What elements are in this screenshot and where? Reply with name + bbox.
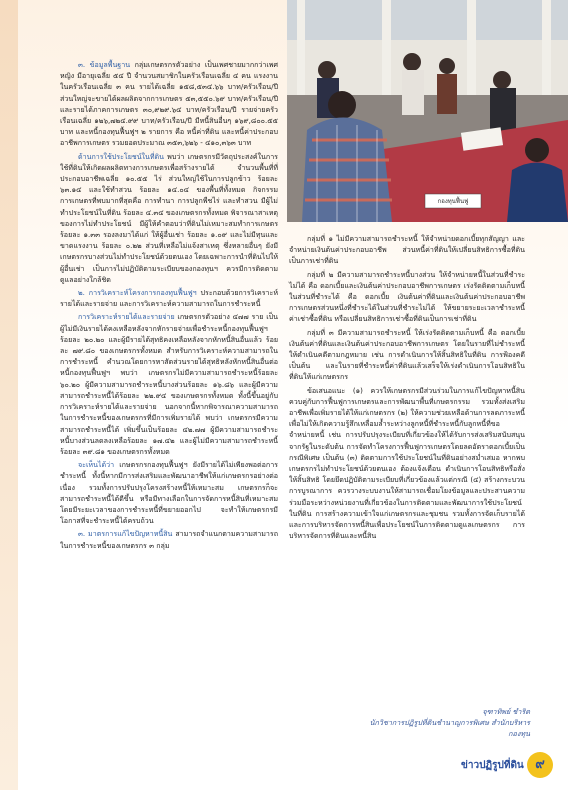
- paragraph-heading: ๒. การวิเคราะห์โครงการกองทุนฟื้นฟูฯ: [78, 288, 197, 298]
- paragraph-body: กลุ่มเกษตรกรตัวอย่าง เป็นเพศชายมากกว่าเพศหญิง มีอายุเฉลี่ย ๕๔ ปี จำนวนสมาชิกในครัวเรือนเฉลี่ย ๔ คน แรงงานในครัวเรือนเฉลี่ย ๓ คน รายได้เฉลี่ย ๑๕๘,๕๓๔.๖๖ บาท/ครัวเรือน/ปี ส่วนใหญ่จะขายได้ผลผลิตจากการเกษตร ๕๓,๕๕๐.๖๙ บาท/ครัวเรือน/ปี และรายได้ภาคการเกษตร ๓๐,๙๒๙.๖๔ บาท/ครัวเรือน/ปี รายจ่ายครัวเรือนเฉลี่ย ๑๒๖,๗๒๔.๙๙ บาท/ครัวเรือน/ปี มีหนี้สินอื่นๆ ๑๖๙,๘๐๐.๕๕ บาท และหนี้กองทุนฟื้นฟูฯ ๒ รายการ คือ หนี้ค่าที่ดิน และหนี้ค่าประกอบอาชีพการเกษตร รวมยอดประมาณ ๓๕๓,๖๒๖ - ๔๑๐,๓๖๓ บาท: [60, 60, 278, 148]
- paragraph-body: ประกอบด้วยการวิเคราะห์รายได้และรายจ่าย และการวิเคราะห์ความสามารถในการชำระหนี้: [60, 288, 278, 309]
- left-paragraph: [60, 459, 278, 526]
- paragraph-heading: การวิเคราะห์รายได้และรายจ่าย: [78, 312, 175, 322]
- left-column: [60, 59, 278, 553]
- author-name: จุฑาทิพย์ ชำริด: [482, 707, 530, 716]
- right-column: [289, 233, 525, 543]
- right-paragraph: [289, 385, 525, 542]
- paragraph-body: กลุ่มที่ ๓ มีความสามารถชำระหนี้ ให้เร่งรัดติดตามเก็บหนี้ คือ ดอกเบี้ย เงินต้นค่าที่ดินและเงินต้นค่าประกอบอาชีพการเกษตร โดยในรายที่ไม่ชำระหนี้ให้ดำเนินคดีตามกฎหมาย เช่น การดำเนินการให้สิ้นสิทธิในที่ดิน การฟ้องคดี เป็นต้น และในรายที่ชำระหนี้ค่าที่ดินแล้วเสร็จให้เร่งดำเนินการโอนสิทธิในที่ดินให้แก่เกษตรกร: [289, 327, 525, 382]
- page-left-band: [0, 0, 18, 790]
- photo-illustration: [287, 0, 568, 222]
- publication-name: ข่าวปฏิรูปที่ดิน: [461, 760, 524, 771]
- left-paragraph: [60, 59, 278, 149]
- paragraph-heading: ด้านการใช้ประโยชน์ในที่ดิน: [78, 151, 165, 161]
- paragraph-body: เกษตรกรกองทุนฟื้นฟูฯ ยังมีรายได้ไม่เพียงพอต่อการชำระหนี้ ทั้งนี้หากมีการส่งเสริมและพัฒนาอาชีพให้แก่เกษตรกรอย่างต่อเนื่อง รวมทั้งการปรับปรุงโครงสร้างหนี้ให้เหมาะสม เกษตรกรก็จะสามารถชำระหนี้ได้ดีขึ้น หรือมีทางเลือกในการจัดการหนี้สินที่เหมาะสม โดยมีระยะเวลาของการชำระหนี้ที่ขยายออกไป จะทำให้เกษตรกรมีโอกาสที่จะชำระหนี้ได้ครบถ้วน: [60, 460, 278, 526]
- paragraph-body: กลุ่มที่ ๑ ไม่มีความสามารถชำระหนี้ ให้จำหน่ายดอกเบี้ยทุกสัญญา และจำหน่ายเงินต้นค่าประกอบอาชีพ ส่วนหนี้ค่าที่ดินให้เปลี่ยนสิทธิการซื้อที่ดินเป็นการเช่าที่ดิน: [289, 234, 525, 266]
- paragraph-body: ข้อเสนอแนะ (๑) ควรให้เกษตรกรมีส่วนร่วมในการแก้ไขปัญหาหนี้สินควบคู่กับการฟื้นฟูการเกษตรและการพัฒนาพื้นที่เกษตรกรรม รวมทั้งส่งเสริมอาชีพเพื่อเพิ่มรายได้ให้แก่เกษตรกร (๒) ให้ความช่วยเหลือด้านการลดภาระหนี้ เพื่อไม่ให้เกิดความรู้สึกเหลื่อมล้ำระหว่างลูกหนี้ที่ชำระหนี้กับลูกหนี้ที่ขอจำหน่ายหนี้ เช่น การปรับปรุงระเบียบที่เกี่ยวข้องให้ได้รับการส่งเสริมสนับสนุนจากรัฐในระดับต้น การจัดทำโครงการฟื้นฟูการเกษตรโดยลดอัตราดอกเบี้ยเป็นกรณีพิเศษ เป็นต้น (๓) ติดตามการใช้ประโยชน์ในที่ดินอย่างสม่ำเสมอ หากพบเกษตรกรไม่ทำประโยชน์ด้วยตนเอง ต้องแจ้งเตือน ดำเนินการโอนสิทธิหรือสั่งให้สิ้นสิทธิ โดยยึดปฏิบัติตามระเบียบที่เกี่ยวข้องแล้วแต่กรณี (๔) สร้างกระบวนการบูรณาการ ควรวางระบบงานให้สามารถเชื่อมโยงข้อมูลและประสานความร่วมมือระหว่างหน่วยงานที่เกี่ยวข้องในการติดตามและพัฒนาการใช้ประโยชน์ในที่ดิน การสร้างความเข้าใจแก่เกษตรกรและชุมชน รวมทั้งการจัดเก็บรายได้และการบริหารจัดการหนี้สินเพื่อประโยชน์ในการติดตามดูแลเกษตรกร การบริหารจัดการที่ดินและหนี้สิน: [289, 385, 525, 541]
- paragraph-heading: ๓. ข้อมูลพื้นฐาน: [78, 60, 131, 69]
- page-footer: [455, 752, 555, 778]
- photo-sign-text: กองทุนฟื้นฟู: [437, 198, 469, 205]
- paragraph-body: เกษตรกรตัวอย่าง ๔๗๗ ราย เป็นผู้ไม่มีเงินรายได้คงเหลือหลังจากหักรายจ่ายเพื่อชำระหนี้กองทุนฟื้นฟูฯ ร้อยละ ๒๐.๒๐ และผู้มีรายได้สุทธิคงเหลือหลังจากหักหนี้สินอื่นแล้ว ร้อยละ ๗๙.๘๐ ของเกษตรกรทั้งหมด สำหรับการวิเคราะห์ความสามารถในการชำระหนี้ คำนวณโดยการหาสัดส่วนรายได้สุทธิหลังหักหนี้สินอื่นต่อหนี้กองทุนฟื้นฟูฯ พบว่า เกษตรกรไม่มีความสามารถชำระหนี้ร้อยละ ๖๐.๒๐ ผู้มีความสามารถชำระหนี้บางส่วนร้อยละ ๑๖.๘๖ และผู้มีความสามารถชำระหนี้ได้ร้อยละ ๒๒.๙๔ ของเกษตรกรทั้งหมด ทั้งนี้ขึ้นอยู่กับการวิเคราะห์รายได้และรายจ่าย นอกจากนี้หากพิจารณาความสามารถในการชำระหนี้ของเกษตรกรที่มีการเพิ่มรายได้ พบว่า เกษตรกรมีความสามารถชำระหนี้ได้ เพิ่มขึ้นเป็นร้อยละ ๔๒.๗๗ ผู้มีความสามารถชำระหนี้บางส่วนลดลงเหลือร้อยละ ๑๗.๔๒ และผู้ไม่มีความสามารถชำระหนี้ร้อยละ ๓๙.๘๑ ของเกษตรกรทั้งหมด: [60, 312, 278, 456]
- author-signature: [360, 706, 530, 739]
- left-paragraph: [60, 311, 278, 457]
- right-paragraph: [289, 269, 525, 325]
- paragraph-heading: ๓. มาตรการแก้ไขปัญหาหนี้สิน: [78, 529, 173, 539]
- article-photo: [287, 0, 568, 222]
- right-paragraph: [289, 233, 525, 267]
- left-paragraph: [60, 151, 278, 285]
- left-paragraph: [60, 287, 278, 309]
- paragraph-body: พบว่า เกษตรกรมีวัตถุประสงค์ในการใช้ที่ดินให้เกิดผลผลิตทางการเกษตรเพื่อสร้างรายได้ จำนวนพื้นที่ที่ประกอบอาชีพเฉลี่ย ๑๐.๕๕ ไร่ ส่วนใหญ่ใช้ในการปลูกข้าว ร้อยละ ๖๓.๑๔ และใช้ทำสวน ร้อยละ ๑๔.๐๔ ของพื้นที่ทั้งหมด กิจกรรมการเกษตรที่พบมากที่สุดคือ การทำนา การปลูกพืชไร่ และทำสวน มีผู้ไม่ทำประโยชน์ในที่ดิน ร้อยละ ๔.๓๔ ของเกษตรกรทั้งหมด พิจารณาสาเหตุของการไม่ทำประโยชน์ มีผู้ให้คำตอบว่าที่ดินไม่เหมาะสมทำการเกษตร ร้อยละ ๑.๓๓ รองลงมาได้แก่ ให้ผู้อื่นเช่า ร้อยละ ๑.๐๙ และไม่มีทุนและขาดแรงงาน ร้อยละ ๐.๒๒ ส่วนที่เหลือไม่แจ้งสาเหตุ ซึ่งหลายอื่นๆ ยังมีเกษตรกรบางส่วนไม่ทำประโยชน์ด้วยตนเอง โดยเฉพาะการนำที่ดินไปให้ผู้อื่นเช่า เป็นการไม่ปฏิบัติตามระเบียบของกองทุนฯ ควรมีการติดตามดูแลอย่างใกล้ชิด: [60, 151, 278, 284]
- paragraph-heading: จะเห็นได้ว่า: [78, 460, 115, 470]
- paragraph-body: สามารถจำแนกตามความสามารถในการชำระหนี้ของเกษตรกร ๓ กลุ่ม: [60, 529, 279, 550]
- right-paragraph: [289, 327, 525, 383]
- paragraph-body: กลุ่มที่ ๒ มีความสามารถชำระหนี้บางส่วน ให้จำหน่ายหนี้ในส่วนที่ชำระไม่ได้ คือ ดอกเบี้ยและเงินต้นค่าประกอบอาชีพการเกษตร เร่งรัดติดตามเก็บหนี้ในส่วนที่ชำระได้ คือ ดอกเบี้ย เงินต้นค่าที่ดินและเงินต้นค่าประกอบอาชีพการเกษตรส่วนหนึ่งที่ชำระได้ในส่วนที่ชำระไม่ได้ ให้ขยายระยะเวลาชำระหนี้ค่าเช่าซื้อที่ดิน หรือเปลี่ยนสิทธิการเช่าซื้อที่ดินเป็นการเช่าที่ดิน: [289, 269, 525, 324]
- page-number: ๙: [527, 752, 553, 778]
- left-paragraph: [60, 528, 278, 550]
- author-title: นักวิชาการปฏิรูปที่ดินชำนาญการพิเศษ สำนักบริหารกองทุน: [369, 718, 530, 738]
